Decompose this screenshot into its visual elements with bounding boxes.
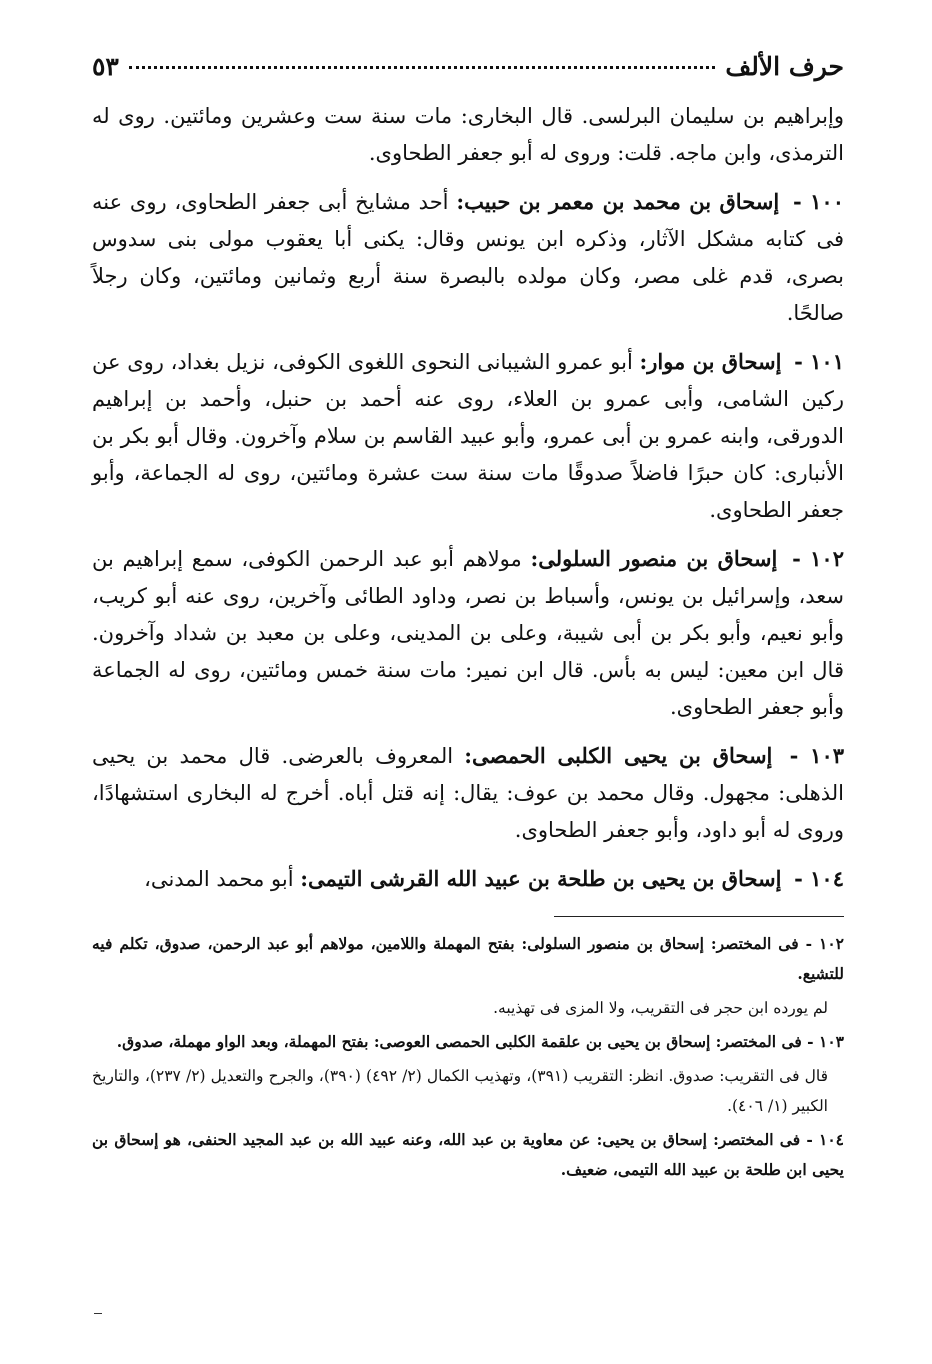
entry-name: إسحاق بن موار: [639, 349, 782, 374]
footnote-102 [92, 929, 844, 989]
entry-number: ١٠١ - [794, 349, 844, 374]
footnote-104 [92, 1125, 844, 1185]
page-number: ٥٣ [92, 52, 119, 81]
header-dot-leader [129, 66, 716, 69]
book-page [92, 52, 844, 1344]
entry-text: المعروف بالعرضى. قال محمد بن يحيى الذهلى: مجهول. وقال محمد بن عوف: يقال: إنه قتل أباه. أخرج له البخارى استشهادًا، وروى له أبو داود، وأبو جعفر الطحاوى. [92, 744, 844, 842]
entry-text: أحد مشايخ أبى جعفر الطحاوى، روى عنه فى كتابه مشكل الآثار، وذكره ابن يونس وقال: يكنى أبا يعقوب مولى بنى سدوس بصرى، قدم غلى مصر، وكان مولده بالبصرة سنة أربع وثمانين ومائتين، وكان رجلاً صالحًا. [92, 190, 844, 325]
entry-text: أبو عمرو الشيبانى النحوى اللغوى الكوفى، نزيل بغداد، روى عن ركين الشامى، وأبى عمرو بن العلاء، روى عنه أحمد بن حنبل، وأحمد بن إبراهيم الدورقى، وابنه عمرو بن أبى عمرو، وأبو عبيد القاسم بن سلام وآخرون. وقال أبو بكر بن الأنبارى: كان حبرًا فاضلاً صدوقًا مات سنة ست عشرة ومائتين، روى له الجماعة، وأبو جعفر الطحاوى. [92, 350, 844, 522]
entry-101 [92, 343, 844, 529]
entry-104 [92, 860, 844, 898]
chapter-title: حرف الألف [725, 52, 844, 81]
entry-name: إسحاق بن محمد بن معمر بن حبيب: [456, 189, 780, 214]
entry-name: إسحاق بن يحيى بن طلحة بن عبيد الله القرشى التيمى: [300, 866, 782, 891]
entry-name: إسحاق بن منصور السلولى: [530, 546, 778, 571]
footnote-103 [92, 1027, 844, 1057]
footnote-text: ١٠٤ - فى المختصر: إسحاق بن يحيى: عن معاوية بن عبد الله، وعنه عبيد الله بن عبد المجيد الحنفى، هو إسحاق بن يحيى ابن طلحة بن عبيد الله التيمى، ضعيف. [92, 1130, 844, 1179]
entry-100 [92, 183, 844, 332]
footnote-102-note: لم يورده ابن حجر فى التقريب، ولا المزى فى تهذيبه. [493, 999, 828, 1017]
entry-number: ١٠٣ - [789, 743, 845, 768]
page-end-mark [94, 1313, 102, 1314]
intro-paragraph: وإبراهيم بن سليمان البرلسى. قال البخارى: مات سنة ست وعشرين ومائتين. روى له الترمذى، وابن ماجه. قلت: وروى له أبو جعفر الطحاوى. [92, 104, 844, 165]
entry-103 [92, 737, 844, 849]
footnote-separator [554, 916, 844, 917]
entry-name: إسحاق بن يحيى الكلبى الحمصى: [464, 743, 773, 768]
footnote-103-note: قال فى التقريب: صدوق. انظر: التقريب (٣٩١)، وتهذيب الكمال (٢/ ٤٩٢) (٣٩٠)، والجرح والتعديل (٢/ ٢٣٧)، والتاريخ الكبير (١/ ٤٠٦). [92, 1067, 828, 1115]
entry-102 [92, 540, 844, 726]
entry-number: ١٠٢ - [792, 546, 844, 571]
entry-text: مولاهم أبو عبد الرحمن الكوفى، سمع إبراهيم بن سعد، وإسرائيل بن يونس، وأسباط بن نصر، وداود الطائى وآخرين، روى عنه أبو كريب، وأبو نعيم، وأبو بكر بن أبى شيبة، وعلى بن المدينى، وعلى بن معبد بن شداد وآخرون. قال ابن معين: ليس به بأس. قال ابن نمير: مات سنة خمس ومائتين، روى له الجماعة وأبو جعفر الطحاوى. [92, 547, 844, 719]
entry-text: أبو محمد المدنى، [144, 867, 294, 891]
entry-number: ١٠٠ - [793, 189, 844, 214]
footnote-text: ١٠٢ - فى المختصر: إسحاق بن منصور السلولى: بفتح المهملة واللامين، مولاهم أبو عبد الرحمن، صدوق، تكلم فيه للتشيع. [92, 934, 844, 983]
running-header [92, 52, 844, 98]
entry-number: ١٠٤ - [794, 866, 844, 891]
footnote-text: ١٠٣ - فى المختصر: إسحاق بن يحيى بن علقمة الكلبى الحمصى العوصى: بفتح المهملة، وبعد الواو مهملة، صدوق. [116, 1032, 844, 1051]
